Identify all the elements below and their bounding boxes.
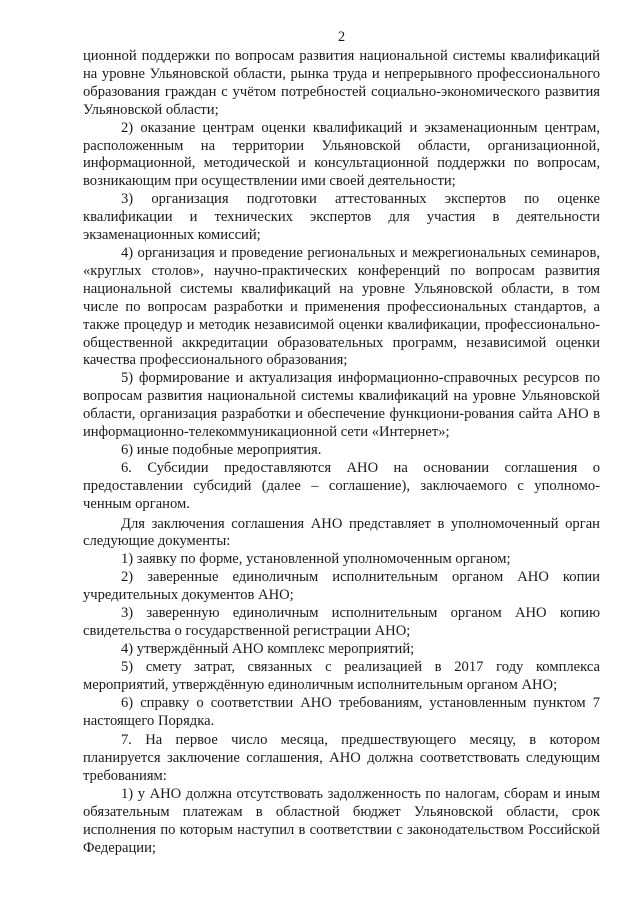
list-item-4-seminars: 4) организация и проведение региональных и межрегиональных семинаров, «круглых столов», научно-практических конференций по вопросам развития национальной системы квалификаций на уровне Ульяновской области, в том числе по вопросам разработки и применения профессиональных стандартов, а также процедур и методик независимой оценки квалификации, профессионально-общественной аккредитации образовательных программ, независимой оценки качества профессионального образования; (83, 244, 600, 369)
list-item-6-other-events: 6) иные подобные мероприятия. (121, 441, 322, 458)
document-item-2-founding-docs: 2) заверенные единоличным исполнительным органом АНО копии учредительных документов АНО; (83, 569, 600, 604)
document-item-1-application: 1) заявку по форме, установленной уполномоченным органом; (121, 551, 511, 568)
documents-intro: Для заключения соглашения АНО представляет в уполномоченный орган следующие документы: (83, 515, 600, 550)
document-item-3-registration-certificate: 3) заверенную единоличным исполнительным органом АНО копию свидетельства о государственной регистрации АНО; (83, 605, 600, 639)
list-item-3-expert-training: 3) организация подготовки аттестованных экспертов по оценке квалификации и технических экспертов для участия в деятельности экзаменационных комиссий; (83, 191, 600, 244)
requirement-item-1-no-tax-debt: 1) у АНО должна отсутствовать задолженность по налогам, сборам и иным обязательным платежам в областной бюджет Ульяновской области, срок исполнения по которым наступил в соответствии с законодательством Российской Федерации; (83, 786, 600, 856)
document-item-5-cost-estimate: 5) смету затрат, связанных с реализацией в 2017 году комплекса мероприятий, утверждённую единоличным исполнительным органом АНО; (83, 658, 600, 693)
page-number: 2 (337, 29, 346, 45)
list-item-5-information-resources: 5) формирование и актуализация информационно-справочных ресурсов по вопросам развития национальной системы квалификаций на уровне Ульяновской области, организация разработки и обеспечение функциони-рования сайта АНО в информационно-телекоммуникационной сети «Интернет»; (83, 370, 600, 441)
document-item-4-event-plan: 4) утверждённый АНО комплекс мероприятий; (121, 640, 415, 657)
paragraph-continuation: ционной поддержки по вопросам развития национальной системы квалификаций на уровне Ульяновской области, рынка труда и непрерывного профессионального образования граждан с учётом потребностей социально-экономического развития Ульяновской области; (83, 48, 600, 118)
document-item-6-compliance-certificate: 6) справку о соответствии АНО требованиям, установленным пунктом 7 настоящего Порядка. (83, 694, 600, 729)
list-item-2-consulting-support: 2) оказание центрам оценки квалификаций и экзаменационным центрам, расположенным на территории Ульяновской области, организационной, информационной, методической и консультационной поддержки по вопросам, возникающим при осуществлении ими своей деятельности; (83, 119, 600, 190)
clause-7-requirements: 7. На первое число месяца, предшествующего месяцу, в котором планируется заключение соглашения, АНО должна соответствовать следующим требованиям: (83, 732, 600, 785)
clause-6-subsidy-agreement: 6. Субсидии предоставляются АНО на основании соглашения о предоставлении субсидий (далее – соглашение), заключаемого с уполномо-ченным органом. (83, 459, 600, 512)
